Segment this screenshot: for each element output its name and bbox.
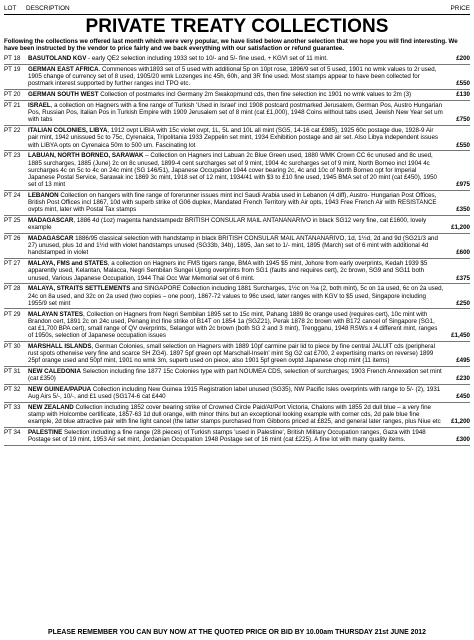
lot-lead: MADAGASCAR (28, 217, 74, 225)
lot-text: . Commences with1893 set of 5 used with additional 5p on 10pt rose, 1896/9 set of 5 used, 1901 no wmk values to 2r used, 1905 change of currency set of 8 used, 1905/20 wmk Lozenges inc 45h, 60h, and 3R fine used. Most stamps appear to have been collected for postmark interest supported by further ranges incl TPO etc. (28, 66, 437, 88)
lot-entry (4, 216, 470, 234)
lot-description (28, 91, 444, 98)
lot-text: , 1886 4d (1oz) magenta handstampedz BRITISH CONSULAR MAIL ANTANANARIVO in black SG12 very fine, cat £1600, lovely example (28, 217, 427, 232)
lot-text: , a collection on Hagners with a fine range of Turkish 'Used in Israel' incl 1908 postcard postmarked Jerusalem, German Pos, Austro Hungarian Pos, Russian Pos, Italian Pos in Turkish Empire with 1909 Jerusalem set of 8 mint (cat £1,000), 1948 Coins without tabs used, Jewish New Year set um with tabs (28, 102, 443, 124)
lot-number: PT 29 (4, 310, 21, 318)
lot-text: , a collection on Hagners inc FMS tigers range, BMA with 1945 $5 mint, Johore from early overprints, Kedah 1939 $5 apparently used, Kelantan, Malacca, Negri Sembilan Sungei Ujong overprints from SG1 (faults and requires cert), 2c brown, SG9 and SG11 both unused, Various Japanese Occupation, 1944 Thai Occ War Memorial set of 6 mint. (28, 260, 428, 282)
lot-entry (4, 126, 470, 151)
lot-description (28, 127, 444, 148)
lot-text: Selection including a fine range (28 pieces) of Turkish stamps 'used in Palestine', British Military Occupation ranges, Gaza with 1948 Postage set of 19 mint, 1953 Air set mint, Jordanian Occupation 1948 Postage set of 16 mint (cat £225). A fine lot with many quality items. (28, 429, 426, 444)
page-title: PRIVATE TREATY COLLECTIONS (85, 16, 389, 37)
lot-lead: MALAYA, FMS and STATES (28, 260, 108, 268)
lot-number: PT 25 (4, 217, 21, 225)
lot-description (28, 66, 444, 87)
lot-entry (4, 259, 470, 284)
lot-price: £350 (456, 206, 470, 214)
lot-description (28, 311, 444, 340)
lot-text: , Collection on Hagners from Negri Sembilan 1895 set to 15c mint, Pahang 1889 8c orange used (requires cert), 10c mint with Brandon cert, 1891 2c on 24c used, Penang incl fine strike of B14T on 1854 1a (SGZ21), Perak 1878 2c brown with B172 cancel of Singapore (SG1, cat £1,700 BPA cert), small range of QV overprints, Selangor with 2c brown (both SG 2 and 3 mint), Trengganu, 1948 RSWs x 4 different mint, ranges of 1950s, selection of Japanese occupation issues (28, 310, 438, 339)
lot-lead: MADAGASCAR (28, 235, 74, 243)
lot-number: PT 31 (4, 368, 21, 375)
lot-number: PT 34 (4, 429, 21, 437)
lot-entry (4, 385, 470, 403)
lot-text: Collection on hangers with fine range of forerunner issues mint incl Saudi Arabia used in Lebanon (4 diff), Austro- Hungarian Post Offices, British Post Offices incl 1867, 10d with superb strike of G06 duplex, Mandated French Territory with Air opts, 1943 Free French Air with RESISTANCE ovpts mint, later with Postal Tax stamps (28, 191, 437, 214)
lot-lead: NEW CALEDONIA (28, 368, 81, 375)
lot-lead: BASUTOLAND KGV (28, 55, 87, 63)
lot-number: PT 28 (4, 285, 21, 293)
lot-number: PT 21 (4, 102, 21, 110)
lot-description (28, 152, 444, 188)
lot-entry (4, 151, 470, 190)
lot-entry (4, 403, 470, 428)
lot-lead: MARSHALL ISLANDS (28, 342, 92, 350)
lot-number: PT 19 (4, 66, 21, 74)
lot-lead: ITALIAN COLONIES, LIBYA (28, 127, 108, 135)
lot-price: £230 (456, 375, 470, 383)
lot-price: £975 (456, 181, 470, 189)
lot-lead: LEBANON (28, 191, 59, 199)
lot-price: £495 (456, 357, 470, 365)
lot-description (28, 404, 444, 425)
lot-number: PT 23 (4, 152, 21, 160)
lot-number: PT 27 (4, 260, 21, 268)
lot-lead: GERMAN EAST AFRICA (28, 66, 99, 74)
lot-number: PT 22 (4, 127, 21, 135)
column-header (4, 5, 470, 15)
lot-entry (4, 234, 470, 259)
lot-lead: PALESTINE (28, 429, 63, 437)
lot-description (28, 429, 444, 443)
lot-number: PT 20 (4, 91, 21, 99)
lot-price: £375 (456, 274, 470, 282)
price-column-label: PRICE (450, 5, 470, 12)
lot-price: £1,200 (451, 418, 470, 426)
lot-price: £250 (456, 299, 470, 307)
lot-description (28, 285, 444, 306)
lot-entry (4, 191, 470, 216)
footer-note: PLEASE REMEMBER YOU CAN BUY NOW AT THE QUOTED PRICE OR BID BY 10.00am THURSDAY 21st JUNE 2012 (48, 629, 426, 636)
lot-number: PT 26 (4, 235, 21, 243)
lot-entry (4, 342, 470, 367)
lot-description (28, 386, 444, 400)
lot-column-label: LOT (4, 5, 17, 12)
lot-price: £550 (456, 80, 470, 88)
lot-price: £450 (456, 393, 470, 401)
lot-entry (4, 309, 470, 341)
lot-description (28, 260, 444, 281)
lot-lead: ISRAEL (28, 102, 51, 110)
lot-price: £130 (456, 91, 470, 99)
lot-lead: LABUAN, NORTH BORNEO, SARAWAK (28, 152, 144, 160)
lot-lead: GERMAN SOUTH WEST (28, 91, 99, 99)
lot-number: PT 24 (4, 191, 21, 199)
lot-entry (4, 54, 470, 65)
lot-text: , German Colonies, small selection on Hagners with 1889 10pf carmine pair lid to piece by fine central JALUIT cds (peripheral rust spots otherwise very fine and scarce SH ZG4). 1897 5pf green opt Marschall-Inseln' mint Sg G2 cat £700, 2 expertising marks on reverse) 1899 25pf orange used and 50pf mint, 1901 no wmk 3m, superb used on piece, also 1901 5pf green ovptd Japanese chop mint (11 items) (28, 342, 435, 365)
lot-price: £550 (456, 141, 470, 149)
lot-text: 1886/95 classical selection with handstamp in black BRITISH CONSULAR MAIL ANTANANARIVO, 1d, 1½d, 2d and 9d (SG21/3 and 27) unused, plus 1d and 1½d with violet handstamps unused (SG33b, 34b), 1895, Jan set to 1/- mint, 1895 (March) set of 6 mint with additional 4d handstamped in violet (28, 235, 438, 257)
description-column-label: DESCRIPTION (26, 5, 70, 12)
lot-text: Collection of postmarks incl Germany 2m Swakopmund cds, then fine selection inc 1901 no wmk values to 2m (3) (98, 91, 412, 99)
lot-number: PT 18 (4, 55, 21, 63)
lot-text: Collection including New Guinea 1915 Registration label unused (SG35), NW Pacific Isles overprints with range to 5/- (2), 1931 Aug Airs 5/-, 10/-, and £1 used (SG174-6 cat £440 (28, 386, 441, 401)
lot-price: £1,450 (451, 332, 470, 339)
lot-number: PT 33 (4, 404, 21, 411)
lot-description (28, 217, 444, 231)
lot-entry (4, 367, 470, 385)
lot-entry (4, 65, 470, 90)
lot-text: , 1912 ovpt LIBIA with 15c violet ovpt, 1L, 5L and 10L all mint (SG5, 14-16 cat £985), 1925 60c postage due, 1928-9 Air pair mint, 1942 unissued 5c to 75c, Cyrenaica, Tripolitania 1933 Zeppelin set mint, 1934 Exhibition postage and air set. Also Libya independent issues with LIBYA opts on Cyrenaica 50m to 500 um. Fascinating lot (28, 127, 439, 149)
lot-description (28, 55, 444, 62)
lot-text: and SINGAPORE Collection including 1881 Surcharges, 1½c on ½a (2, both mint), 5c on 1a used, 6c on 2a used, 24c on 8a used, and 32c on 2a used (two copies – one poor), 1867-72 values to 96c used, later ranges with KGV to $5 used, Singapore including 1955/9 set mint (28, 285, 444, 307)
lot-description (28, 343, 444, 364)
lot-text: Collection including 1852 cover bearing strike of Crowned Circle Paid/At/Port Victoria, Chalons with 1855 2d dull blue – a very fine stamp with Holcombe certificate, 1857-63 1d dull orange, with minor thins but an exceptional looking example with corner cds, 2d pale blue fine example, 2d blue attractive pair with fine light cancel (the latter stamps purchased from Gibbons priced at £825, and general later ranges, plus Niue etc (28, 404, 441, 426)
lot-price: £600 (456, 249, 470, 257)
lot-text: - early QE2 selection including 1933 set to 10/- and 5/- fine used, + KGVI set of 11 mint. (86, 55, 328, 63)
lot-entry (4, 284, 470, 309)
lot-description (28, 368, 444, 382)
lot-price: £300 (456, 436, 470, 444)
lot-number: PT 30 (4, 342, 21, 350)
lot-description (28, 102, 444, 123)
lot-entry (4, 428, 470, 446)
lot-list (4, 54, 470, 446)
lot-text: Selection including fine 1877 15c Colonies type with part NOUMEA CDS, selection of surcharges; 1903 French Annexation set mint (cat £350) (28, 368, 442, 383)
lot-number: PT 32 (4, 386, 21, 393)
lot-lead: MALAYAN STATES (28, 310, 84, 318)
lot-price: £750 (456, 116, 470, 124)
lot-description (28, 235, 444, 256)
lot-text: – Collection on Hagners incl Labuan 2c Blue Green used, 1880 WMK Crown CC 6c unused and 8c used, 1885 surcharges, 1885 (June) 2c on 8c unused, 1899-4 cent surcharges set of 9 mint, 1904 4c surcharges set of 9 mint, North Borneo incl 1904 4c surcharges 4c on 5c to 4c on 24c mint (SG 146/51), Japanese Occupation 1944 cover bearing 2c, 4c and 10c of North Borneo opt for Imperial Japanese Postal Service, Sarawak inc 1869 3c mint, 1918 set of 12 mint, 1934/41 with $3 to £10 fine used, 1945 BMA set of 20 mint (cat £450), 1950 set of 13 mint (28, 152, 437, 189)
lot-lead: NEW ZEALAND (28, 404, 74, 411)
intro-paragraph: Following the collections we offered last month which were very popular, we have listed below another selection that we hope you will find interesting. We have been instructed by the vendor to price fairly and we back everything with our satisfaction or refund guarantee. (4, 38, 458, 53)
lot-price: £1,200 (451, 224, 470, 232)
lot-lead: MALAYA, STRAITS SETTLEMENTS (28, 285, 131, 293)
lot-lead: NEW GUINEA/PAPUA (28, 386, 92, 393)
lot-price: £200 (456, 55, 470, 63)
lot-entry (4, 101, 470, 126)
lot-description (28, 192, 444, 213)
lot-entry (4, 90, 470, 101)
